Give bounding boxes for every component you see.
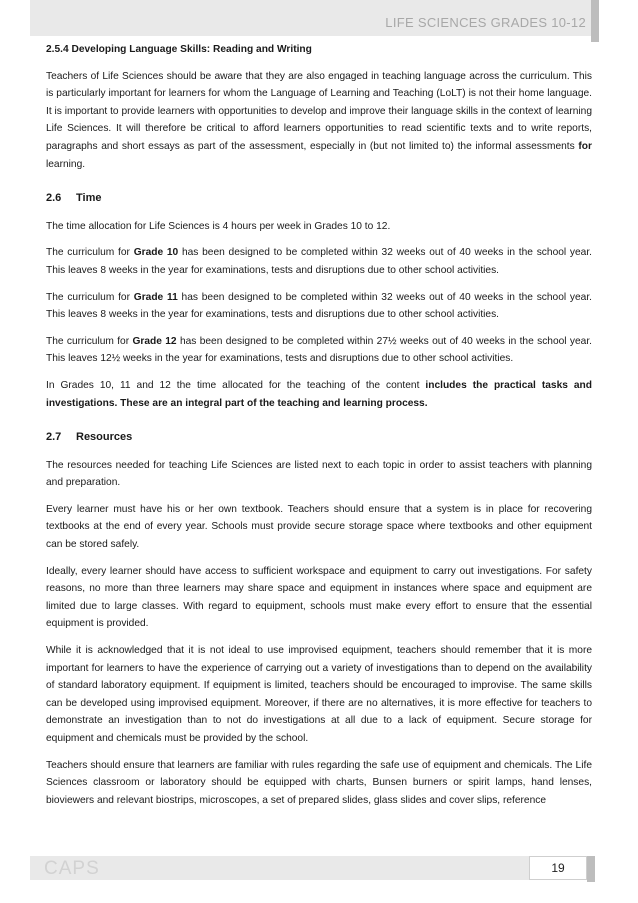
paragraph-improvised-equipment: While it is acknowledged that it is not ideal to use improvised equipment, teachers should remember that it is more important for learners to have the experience of carrying out a variety of investigations than to depend on the availability of standard laboratory equipment. If equipment is limited, teachers should be encouraged to improvise. The same skills can be developed using improvised equipment. Moreover, if there are no alternatives, it is more effective for teachers to demonstrate an investigation than to not do investigations at all due to a lack of equipment. Secure storage for equipment and chemicals must be provided by the school. — [46, 645, 592, 744]
footer-edge-bar — [587, 856, 595, 882]
paragraph-time-allocation: The time allocation for Life Sciences is 4 hours per week in Grades 10 to 12. — [46, 220, 391, 232]
paragraph-workspace: Ideally, every learner should have access to sufficient workspace and equipment to carry out investigations. For safety reasons, no more than three learners may share space and equipment in instances where space and equipment are limited due to large classes. With regard to equipment, schools must make every effort to ensure that the essential equipment is provided. — [46, 565, 592, 630]
subsection-heading-2-5-4: 2.5.4 Developing Language Skills: Reading and Writing — [46, 44, 312, 55]
page-content — [46, 41, 592, 818]
paragraph-textbooks: Every learner must have his or her own textbook. Teachers should ensure that a system is in place for recovering textbooks at the end of every year. Schools must provide secure storage space where textbooks and other equipment can be stored safely. — [46, 503, 592, 551]
footer-brand: CAPS — [44, 858, 100, 879]
section-heading-resources — [46, 429, 592, 447]
running-header-title: LIFE SCIENCES GRADES 10-12 — [385, 15, 586, 30]
section-heading-time — [46, 190, 592, 208]
paragraph-grade-11: The curriculum for Grade 11 has been designed to be completed within 32 weeks out of 40 weeks in the school year. This leaves 8 weeks in the year for examinations, tests and disruptions due to other school activities. — [46, 291, 593, 321]
paragraph-grade-10: The curriculum for Grade 10 has been designed to be completed within 32 weeks out of 40 weeks in the school year. This leaves 8 weeks in the year for examinations, tests and disruptions due to other school activities. — [46, 247, 592, 276]
section-number: 2.7 — [46, 431, 62, 444]
section-title: Time — [76, 192, 102, 205]
paragraph-grade-12: The curriculum for Grade 12 has been designed to be completed within 27½ weeks out of 40 weeks in the school year. This leaves 12½ weeks in the year for examinations, tests and disruptions due to other school activities. — [46, 335, 592, 365]
paragraph-safety-rules: Teachers should ensure that learners are familiar with rules regarding the safe use of equipment and chemicals. The Life Sciences classroom or laboratory should be equipped with charts, Bunsen burners or spirit lamps, hand lenses, bioviewers and relevant biostrips, microscopes, a set of prepared slides, glass slides and cover slips, reference — [46, 759, 592, 806]
paragraph-language-skills: Teachers of Life Sciences should be aware that they are also engaged in teaching language across the curriculum. This is particularly important for learners for whom the Language of Learning and Teaching (LoLT) is not their home language. It is important to provide learners with opportunities to develop and improve their language skills in the context of learning Life Sciences. It will therefore be critical to afford learners opportunities to read scientific texts and to write reports, paragraphs and short essays as part of the assessment, especially in (but not limited to) the informal assessments for learning. — [46, 70, 592, 170]
footer-band — [30, 856, 529, 880]
paragraph-resources-listed: The resources needed for teaching Life Sciences are listed next to each topic in order to assist teachers with planning and preparation. — [46, 459, 592, 489]
page-number: 19 — [529, 856, 587, 880]
paragraph-practical-tasks: In Grades 10, 11 and 12 the time allocated for the teaching of the content includes the practical tasks and investigations. These are an integral part of the teaching and learning process. — [46, 379, 592, 409]
header-edge-bar — [591, 0, 599, 42]
section-number: 2.6 — [46, 192, 62, 205]
section-title: Resources — [76, 431, 133, 444]
